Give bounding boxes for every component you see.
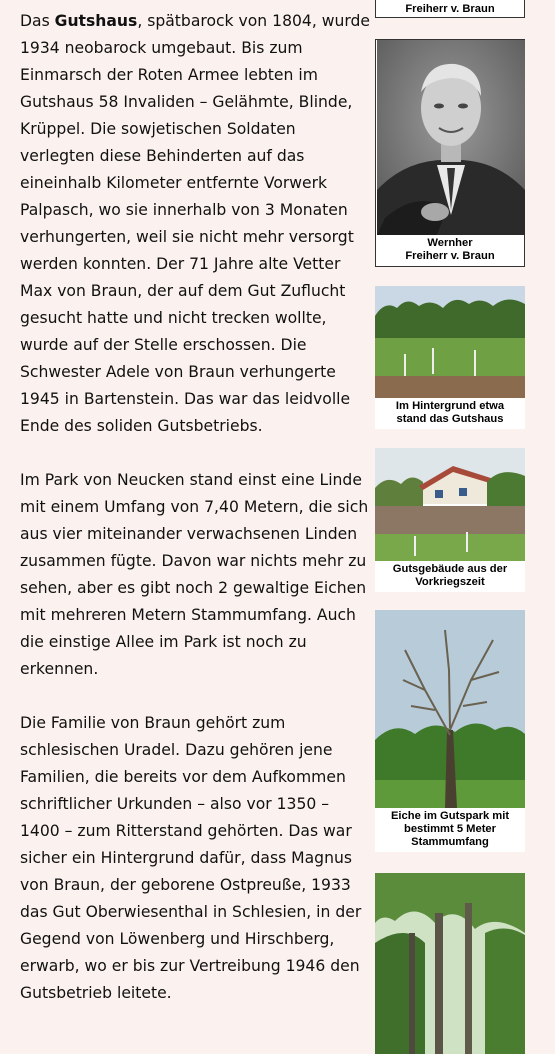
paragraph-family: Die Familie von Braun gehört zum schlesischen Uradel. Dazu gehören jene Familien, die bereits vor dem Aufkommen schriftlicher Urkunden – also vor 1350 – 1400 – zum Ritterstand gehörten. Das war sicher ein Hintergrund dafür, dass Magnus von Braun, der geborene Ostpreuße, 1933 das Gut Oberwiesenthal in Schlesien, in der Gegend von Löwenberg und Hirschberg, erwarb, wo er bis zur Vertreibung 1946 den Gutsbetrieb leitete. bbox=[20, 714, 362, 1002]
figure-caption bbox=[375, 808, 525, 852]
caption-line: Eiche im Gutspark mit bbox=[390, 810, 510, 822]
figure-top-partial bbox=[375, 0, 525, 18]
article-text bbox=[20, 8, 372, 1034]
oak-photo bbox=[375, 610, 525, 808]
paragraph-park: Im Park von Neucken stand einst eine Linde mit einem Umfang von 7,40 Metern, die sich aus vier miteinander verwachsenen Linden zusammen fügte. Davon war nichts mehr zu sehen, aber es gibt noch 2 gewaltige Eichen mit mehreren Metern Stammumfang. Auch die einstige Allee im Park ist noch zu erkennen. bbox=[20, 471, 369, 678]
p1-lead: Das bbox=[20, 12, 55, 30]
figure-caption bbox=[376, 235, 524, 266]
p1-rest: , spätbarock von 1804, wurde 1934 neobarock umgebaut. Bis zum Einmarsch der Roten Armee lebten im Gutshaus 58 Invaliden – Gelähmte, Blinde, Krüppel. Die sowjetischen Soldaten verlegten diese Behinderten auf das eineinhalb Kilometer entfernte Vorwerk Palpasch, wo sie innerhalb von 3 Monaten verhungerten, weil sie nicht mehr versorgt werden konnten. Der 71 Jahre alte Vetter Max von Braun, der auf dem Gut Zuflucht gesucht hatte und nicht trecken wollte, wurde auf der Stelle erschossen. Die Schwester Adele von Braun verhungerte 1945 in Bartenstein. Das war das leidvolle Ende des soliden Gutsbetriebs. bbox=[20, 12, 371, 435]
figure-caption bbox=[375, 561, 525, 592]
caption-line: bestimmt 5 Meter bbox=[403, 823, 496, 835]
field-photo bbox=[375, 286, 525, 398]
figure-oak bbox=[375, 610, 525, 852]
caption-line: Wernher bbox=[427, 237, 473, 249]
figure-portrait bbox=[375, 39, 525, 267]
figure-caption: Freiherr v. Braun bbox=[405, 3, 495, 15]
figure-caption bbox=[375, 398, 525, 429]
figure-farm-building bbox=[375, 448, 525, 592]
caption-line: Im Hintergrund etwa bbox=[395, 400, 505, 412]
caption-line: stand das Gutshaus bbox=[396, 413, 504, 425]
paragraph-gutshaus bbox=[20, 8, 372, 440]
portrait-photo bbox=[376, 40, 526, 235]
forest-photo bbox=[375, 873, 525, 1054]
caption-line: Gutsgebäude aus der bbox=[392, 563, 508, 575]
caption-line: Freiherr v. Braun bbox=[405, 250, 495, 262]
farm-building-photo bbox=[375, 448, 525, 561]
caption-line: Stammumfang bbox=[411, 836, 489, 848]
p1-bold-term: Gutshaus bbox=[54, 12, 138, 30]
figure-forest bbox=[375, 873, 525, 1054]
caption-line: Vorkriegszeit bbox=[415, 576, 485, 588]
figure-field bbox=[375, 286, 525, 429]
